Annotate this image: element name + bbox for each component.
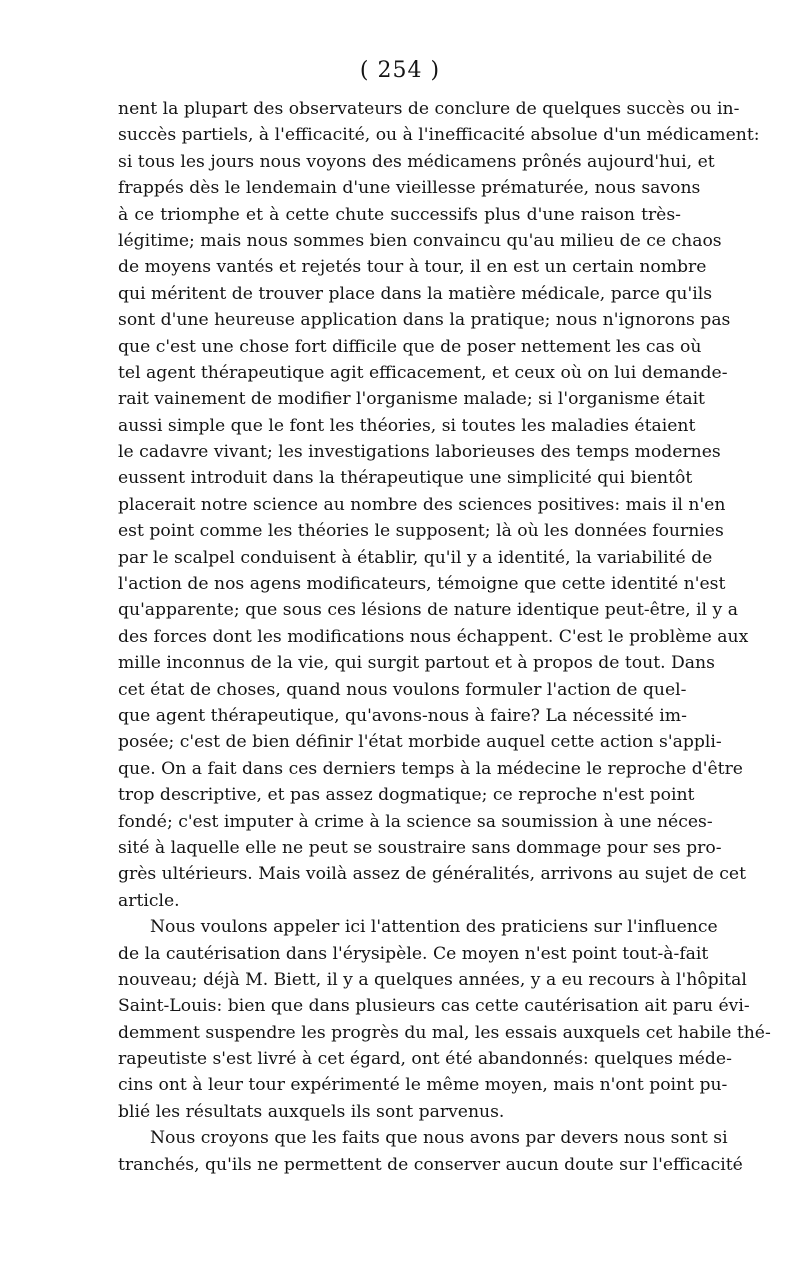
text-line: sité à laquelle elle ne peut se soustraire sans dommage pour ses pro- bbox=[118, 837, 722, 858]
text-line: si tous les jours nous voyons des médicamens prônés aujourd'hui, et bbox=[118, 151, 715, 172]
text-line: qu'apparente; que sous ces lésions de nature identique peut-être, il y a bbox=[118, 600, 738, 621]
text-line: Nous croyons que les faits que nous avons par devers nous sont si bbox=[150, 1128, 728, 1149]
text-line: de la cautérisation dans l'érysipèle. Ce moyen n'est point tout-à-fait bbox=[118, 943, 709, 964]
text-line: l'action de nos agens modificateurs, témoigne que cette identité n'est bbox=[118, 574, 726, 595]
text-line: de moyens vantés et rejetés tour à tour, il en est un certain nombre bbox=[118, 257, 707, 278]
text-line: demment suspendre les progrès du mal, les essais auxquels cet habile thé- bbox=[118, 1022, 771, 1043]
text-line: que. On a fait dans ces derniers temps à la médecine le reproche d'être bbox=[118, 758, 743, 779]
text-line: à ce triomphe et à cette chute successifs plus d'une raison très- bbox=[118, 204, 681, 225]
text-line: aussi simple que le font les théories, si toutes les maladies étaient bbox=[118, 415, 696, 436]
text-line: rapeutiste s'est livré à cet égard, ont été abandonnés: quelques méde- bbox=[118, 1049, 732, 1070]
text-line: rait vainement de modifier l'organisme malade; si l'organisme était bbox=[118, 389, 705, 410]
page-number: ( 254 ) bbox=[359, 58, 441, 83]
text-line: est point comme les théories le supposent; là où les données fournies bbox=[118, 521, 724, 542]
text-line: cins ont à leur tour expérimenté le même moyen, mais n'ont point pu- bbox=[118, 1075, 728, 1096]
text-line: fondé; c'est imputer à crime à la science sa soumission à une néces- bbox=[118, 811, 713, 832]
text-line: mille inconnus de la vie, qui surgit partout et à propos de tout. Dans bbox=[118, 653, 715, 674]
text-line: trop descriptive, et pas assez dogmatique; ce reproche n'est point bbox=[118, 785, 695, 806]
body-text bbox=[118, 96, 771, 1178]
text-line: par le scalpel conduisent à établir, qu'il y a identité, la variabilité de bbox=[118, 547, 713, 568]
text-line: tranchés, qu'ils ne permettent de conserver aucun doute sur l'efficacité bbox=[118, 1154, 743, 1175]
text-line: cet état de choses, quand nous voulons formuler l'action de quel- bbox=[118, 679, 687, 700]
text-line: frappés dès le lendemain d'une vieillesse prématurée, nous savons bbox=[118, 178, 701, 199]
text-line: tel agent thérapeutique agit efficacement, et ceux où on lui demande- bbox=[118, 362, 728, 383]
text-line: des forces dont les modifications nous échappent. C'est le problème aux bbox=[118, 626, 749, 647]
text-line: Nous voulons appeler ici l'attention des praticiens sur l'influence bbox=[150, 917, 718, 938]
text-line: eussent introduit dans la thérapeutique une simplicité qui bientôt bbox=[118, 468, 693, 489]
text-line: légitime; mais nous sommes bien convaincu qu'au milieu de ce chaos bbox=[118, 230, 722, 251]
text-line: le cadavre vivant; les investigations laborieuses des temps modernes bbox=[118, 442, 721, 463]
text-line: qui méritent de trouver place dans la matière médicale, parce qu'ils bbox=[118, 283, 713, 304]
text-line: nouveau; déjà M. Biett, il y a quelques années, y a eu recours à l'hôpital bbox=[118, 969, 747, 990]
text-line: que c'est une chose fort difficile que de poser nettement les cas où bbox=[118, 336, 702, 357]
text-line: nent la plupart des observateurs de conclure de quelques succès ou in- bbox=[118, 99, 740, 119]
text-line: placerait notre science au nombre des sciences positives: mais il n'en bbox=[118, 494, 726, 515]
text-line: que agent thérapeutique, qu'avons-nous à faire? La nécessité im- bbox=[118, 705, 687, 726]
text-line: grès ultérieurs. Mais voilà assez de généralités, arrivons au sujet de cet bbox=[118, 864, 747, 885]
text-line: succès partiels, à l'efficacité, ou à l'inefficacité absolue d'un médicament: bbox=[118, 125, 760, 146]
text-line: posée; c'est de bien définir l'état morbide auquel cette action s'appli- bbox=[118, 732, 722, 753]
text-line: article. bbox=[118, 890, 180, 911]
text-line: Saint-Louis: bien que dans plusieurs cas cette cautérisation ait paru évi- bbox=[118, 996, 750, 1017]
text-line: blié les résultats auxquels ils sont parvenus. bbox=[118, 1101, 505, 1122]
text-line: sont d'une heureuse application dans la pratique; nous n'ignorons pas bbox=[118, 310, 731, 331]
